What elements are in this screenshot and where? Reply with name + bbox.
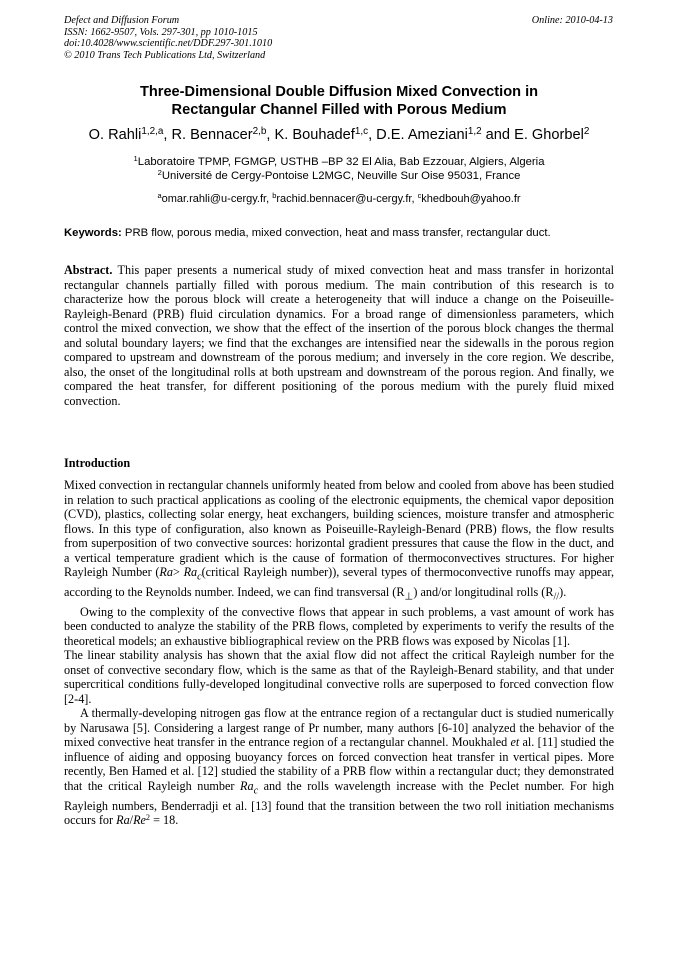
affiliation-text: Laboratoire TPMP, FGMGP, USTHB –BP 32 El Alia, Bab Ezzouar, Algiers, Algeria [137, 156, 545, 168]
intro-paragraph-3: The linear stability analysis has shown that the axial flow did not affect the critical Rayleigh number for the onset of convective secondary flow, which is the same as that of the Rayleigh-Benard stability, and that under supercritical conditions fully-developed longitudinal convective rolls are superposed to forced convection flow [2-4]. [64, 648, 614, 706]
abstract [64, 263, 614, 408]
journal-name: Defect and Diffusion Forum [64, 15, 180, 26]
keywords-label: Keywords: [64, 227, 122, 239]
email-sup: a [157, 191, 162, 201]
email-sup: c [417, 191, 422, 201]
author-affil-sup: 1,2 [467, 126, 482, 138]
math-re: Re [133, 813, 146, 828]
intro-paragraph-4 [64, 706, 614, 827]
author-affil-sup: 2,b [252, 126, 267, 138]
author-emails [40, 192, 638, 206]
journal-copyright: © 2010 Trans Tech Publications Ltd, Switzerland [64, 49, 266, 61]
intro-paragraph-2: Owing to the complexity of the convective flows that appear in such problems, a vast amount of work has been conducted to analyze the stability of the PRB flows, completed by experiments to verify the results of the theoretical models; an exhaustive bibliographical review on the PRB flows was exposed by Nicolas [1]. [64, 604, 614, 648]
affiliation-2 [40, 169, 638, 183]
abstract-paragraph [64, 263, 614, 408]
math-sub-perp: ⊥ [404, 591, 414, 603]
math-slash: / [129, 813, 134, 828]
abstract-label: Abstract. [64, 263, 113, 277]
math-sup-2: 2 [145, 813, 151, 823]
introduction-heading: Introduction [64, 456, 131, 470]
abstract-text: This paper presents a numerical study of mixed convection heat and mass transfer in horizontal rectangular channels partially filled with porous medium. The main contribution of this research is to characterize how the porous block will create a heterogeneity that will induce a change on the Poiseuille-Rayleigh-Benard (PRB) fluid circulation dynamics. For a broad range of dimensionless parameters, which control the mixed convection, we show that the effect of the insertion of the porous block changes the thermal and solutal boundary layers; we find that the exchanges are intensified near the sidewalls in the porous region compared to upstream and downstream of the porous medium; and inversely in the core region. We describe, also, the onset of the longitudinal rolls at both upstream and downstream of the porous region. And finally, we compared the heat transfer, for different positioning of the porous medium with the purely fluid mixed convection. [64, 263, 614, 408]
math-sub-c: c [253, 785, 259, 797]
intro-text: A thermally-developing nitrogen gas flow at the entrance region of a rectangular duct is studied numerically by Narusawa [5]. Considering a largest range of Pr number, many authors [6-10] analyzed the behavior of the mixed convective heat transfer in the entrance region of a rectangular channel. Moukhaled [64, 706, 614, 750]
math-ra: Ra [116, 813, 130, 828]
intro-text: ). [559, 584, 567, 599]
author-affil-sup: 2 [583, 126, 590, 138]
title-line-2: Rectangular Channel Filled with Porous Medium [171, 102, 507, 118]
affiliation-sup: 1 [133, 154, 138, 164]
keywords-text: PRB flow, porous media, mixed convection, heat and mass transfer, rectangular duct. [121, 227, 551, 239]
author-name: , K. Bouhadef [266, 127, 355, 143]
online-date: Online: 2010-04-13 [531, 15, 613, 26]
intro-text: Mixed convection in rectangular channels uniformly heated from below and cooled from above has been studied in relation to such practical applications as cooling of the electronic equipments, the chemical vapor deposition (CVD), plastics, collecting solar energy, heat exchangers, building sciences, moisture transfer and atmospheric flows. In this type of configuration, also known as Poiseuille-Rayleigh-Benard (PRB) flows, the flow results from superposition of two convective sources: horizontal gradient pressures that cause the flow in the duct, and a vertical temperature gradient which is the cause of formation of thermoconvectives structures. For higher Rayleigh Number ( [64, 478, 614, 579]
affiliation-text: Université de Cergy-Pontoise L2MGC, Neuville Sur Oise 95031, France [161, 170, 521, 182]
keywords [64, 226, 619, 240]
intro-text: and the rolls wavelength increase with the Peclet number. For high Rayleigh numbers, Benderradji et al. [13] found that the transition between the two roll initiation mechanisms occurs for [64, 778, 614, 828]
math-et: et [510, 735, 520, 750]
author-name: and E. Ghorbel [481, 127, 584, 143]
paper-title [64, 83, 614, 119]
email-link[interactable]: khedbouh@yahoo.fr [421, 193, 521, 205]
journal-issn: ISSN: 1662-9507, Vols. 297-301, pp 1010-1015 [64, 26, 258, 38]
author-affil-sup: 1,c [354, 126, 369, 138]
journal-header [64, 15, 272, 61]
author-name: , R. Bennacer [163, 127, 253, 143]
author-affil-sup: 1,2,a [141, 126, 164, 138]
math-sub-par: // [553, 591, 560, 603]
intro-text: > [172, 565, 184, 579]
intro-text: al. [11] studied the influence of aiding and opposing buoyancy forces on forced convection heat transfer in vertical pipes. More recently, Ben Hamed et al. [12] studied the stability of a PRB flow within a rectangular duct; they demonstrated that the critical Rayleigh number [64, 735, 614, 793]
affiliation-1 [40, 155, 638, 169]
introduction-body [64, 478, 614, 828]
title-line-1: Three-Dimensional Double Diffusion Mixed Convection in [139, 84, 539, 100]
author-list [40, 125, 638, 145]
math-ra: Ra [240, 778, 254, 793]
author-name: O. Rahli [88, 127, 142, 143]
math-ra: Ra [159, 565, 173, 579]
email-link[interactable]: omar.rahli@u-cergy.fr, [161, 193, 273, 205]
intro-text: = 18. [150, 813, 179, 828]
intro-text: (critical Rayleigh number)), several types of thermoconvective runoffs may appear, according to the Reynolds number. Indeed, we can find transversal (R [64, 565, 614, 599]
email-sup: b [272, 191, 277, 201]
author-name: , D.E. Ameziani [368, 127, 468, 143]
email-link[interactable]: rachid.bennacer@u-cergy.fr, [276, 193, 418, 205]
intro-text: ) and/or longitudinal rolls (R [413, 584, 554, 599]
intro-paragraph-1 [64, 478, 614, 605]
affiliation-sup: 2 [157, 168, 162, 178]
math-ra: Ra [183, 565, 198, 579]
journal-doi: doi:10.4028/www.scientific.net/DDF.297-301.1010 [64, 38, 273, 50]
math-sub-c: c [197, 571, 202, 583]
